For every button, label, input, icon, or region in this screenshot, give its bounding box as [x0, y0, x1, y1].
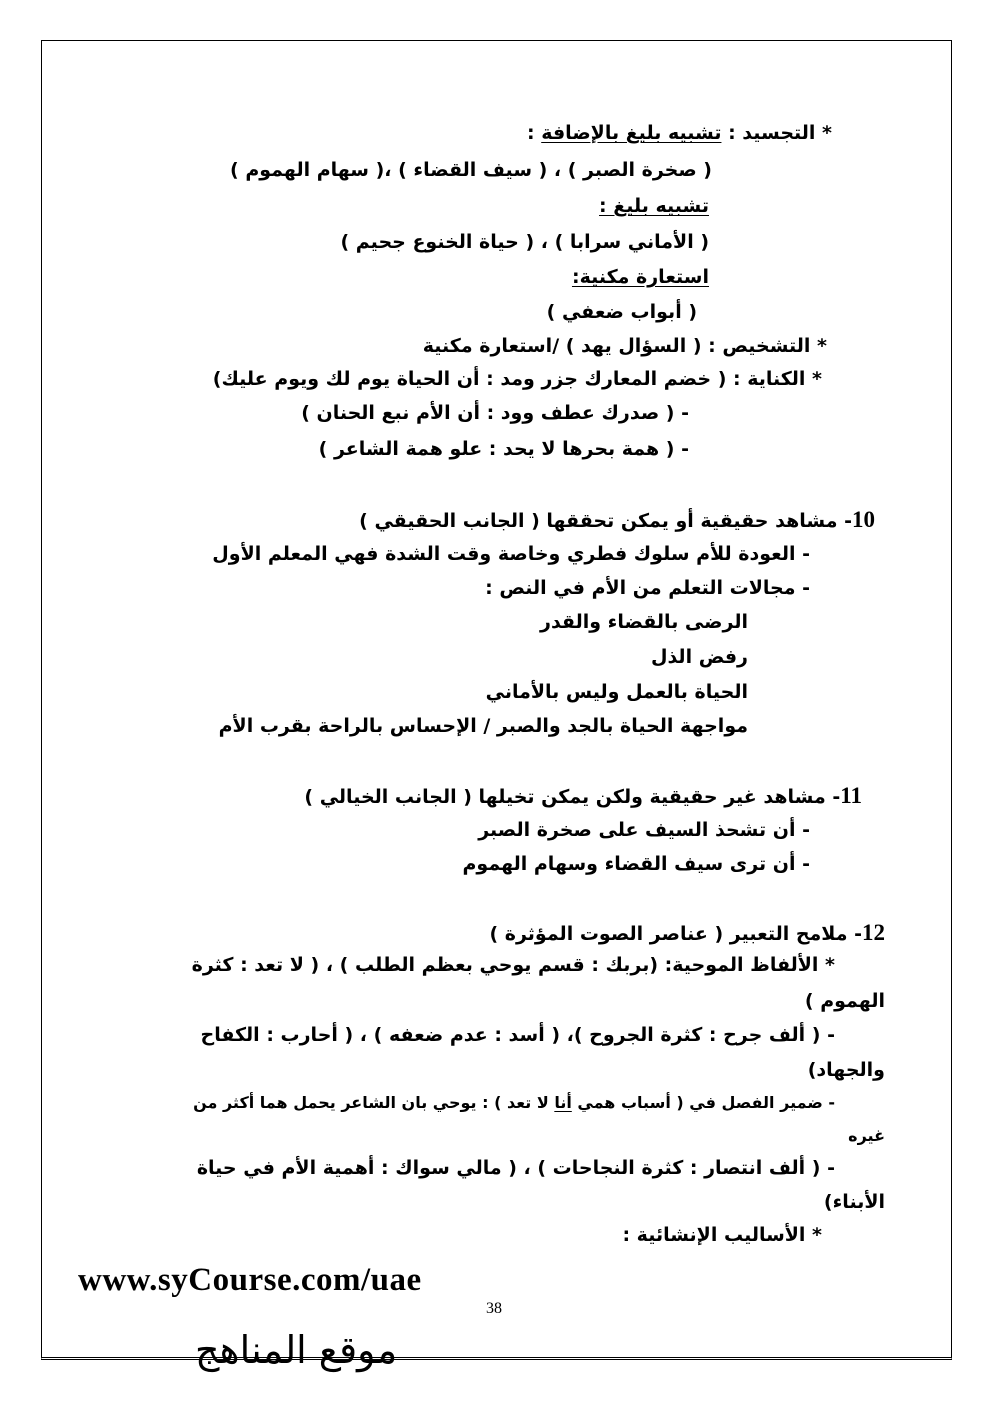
line-words-2: - ( ألف جرح : كثرة الجروح )، ( أسد : عدم ضعفه ) ، ( أحارب : الكفاح: [200, 1024, 835, 1046]
list-item-2: رفض الذل: [650, 646, 748, 668]
line-examples-2: ( الأماني سرابا ) ، ( حياة الخنوع جحيم ): [340, 231, 709, 253]
section-12-heading: 12- ملامح التعبير ( عناصر الصوت المؤثرة ): [489, 920, 885, 945]
list-item-4: مواجهة الحياة بالجد والصبر / الإحساس بالراحة بقرب الأم: [218, 715, 748, 737]
line-words-2-cont: والجهاد): [807, 1059, 885, 1081]
heading-tashbih-baligh: تشبيه بليغ :: [599, 195, 709, 217]
line-tajseed: * التجسيد : تشبيه بليغ بالإضافة :: [527, 122, 832, 144]
line-return-to-mother: - العودة للأم سلوك فطري وخاصة وقت الشدة فهي المعلم الأول: [212, 543, 810, 565]
line-tashkhees: * التشخيص : ( السؤال يهد ) /استعارة مكنية: [422, 335, 827, 357]
site-logo-text: موقع المناهج: [195, 1328, 398, 1372]
footer-url: www.syCourse.com/uae: [78, 1262, 422, 1298]
heading-istiara: استعارة مكنية:: [571, 266, 709, 288]
list-item-3: الحياة بالعمل وليس بالأماني: [485, 681, 748, 703]
page-number: 38: [486, 1300, 502, 1317]
section-10-heading: 10- مشاهد حقيقية أو يمكن تحققها ( الجانب الحقيقي ): [359, 507, 875, 532]
line-words-1: * الألفاظ الموحية: (بربك : قسم يوحي بعظم الطلب ) ، ( لا تعد : كثرة: [191, 954, 835, 976]
line-words-3: - ( ألف انتصار : كثرة النجاحات ) ، ( مالي سواك : أهمية الأم في حياة: [196, 1157, 835, 1179]
line-imaginary-1: - أن تشحذ السيف على صخرة الصبر: [478, 819, 810, 841]
line-examples-3: ( أبواب ضعفي ): [546, 301, 697, 323]
line-kinaya-3: - ( همة بحرها لا يحد : علو همة الشاعر ): [318, 438, 689, 460]
line-imaginary-2: - أن ترى سيف القضاء وسهام الهموم: [462, 853, 810, 875]
line-examples-1: ( صخرة الصبر ) ، ( سيف القضاء ) ،( سهام الهموم ): [230, 159, 712, 181]
list-item-1: الرضى بالقضاء والقدر: [540, 611, 748, 633]
section-11-heading: 11- مشاهد غير حقيقية ولكن يمكن تخيلها ( الجانب الخيالي ): [304, 783, 862, 808]
line-kinaya: * الكناية : ( خضم المعارك جزر ومد : أن الحياة يوم لك ويوم عليك): [212, 368, 822, 390]
line-words-1-cont: الهموم ): [804, 990, 885, 1012]
line-styles: * الأساليب الإنشائية :: [622, 1224, 822, 1246]
line-kinaya-2: - ( صدرك عطف وود : أن الأم نبع الحنان ): [301, 402, 689, 424]
line-words-3-cont: الأبناء): [823, 1191, 885, 1213]
line-pronoun-cont: غيره: [848, 1126, 885, 1145]
line-learning-areas: - مجالات التعلم من الأم في النص :: [485, 577, 810, 599]
line-pronoun: - ضمير الفصل في ( أسباب همي أنا لا تعد ) : يوحي بان الشاعر يحمل هما أكثر من: [193, 1093, 835, 1112]
